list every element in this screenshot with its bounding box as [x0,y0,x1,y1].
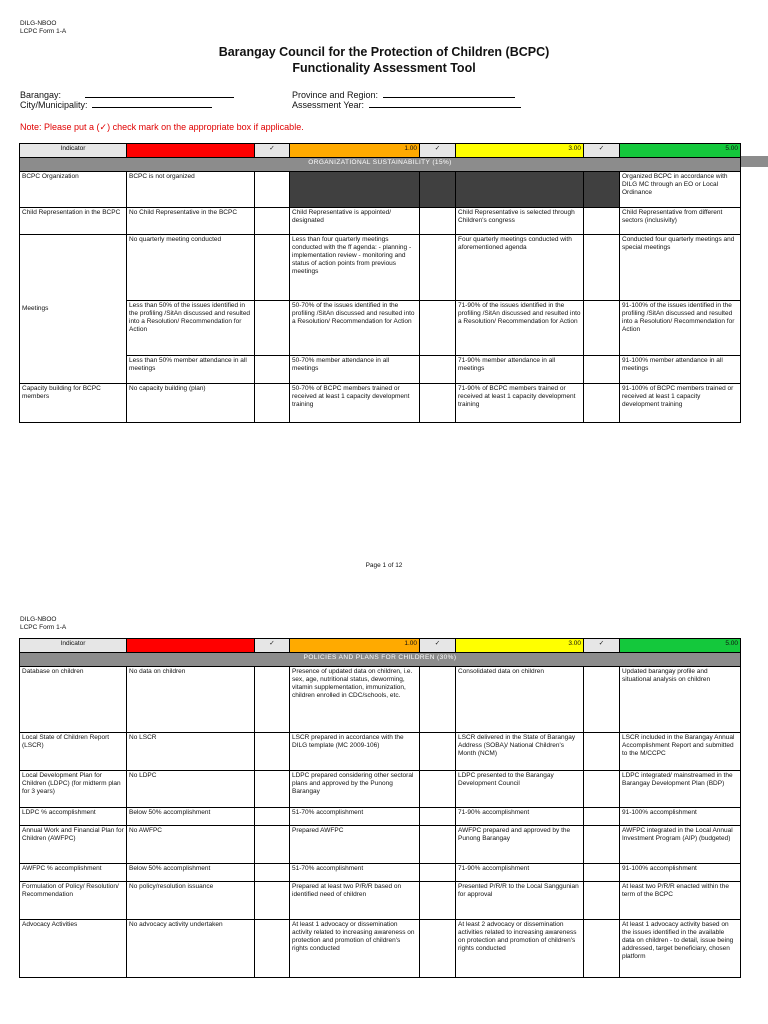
criteria-cell: Child Representative is selected through Children's congress [456,208,584,235]
assessment-table-policies [19,638,741,978]
check-box[interactable] [255,771,290,808]
year-input-line[interactable] [369,99,521,108]
form-name: LCPC Form 1-A [20,624,67,631]
criteria-cell: Organized BCPC in accordance with DILG MC through an EO or Local Ordinance [620,172,741,208]
check-box-na [420,172,456,208]
check-box[interactable] [255,920,290,978]
province-label: Province and Region: [292,90,379,100]
criteria-cell: Presence of updated data on children, i.e. sex, age, nutritional status, deworming, vitamin supplementation, immunization, children enrolled in CDC/schools, etc. [290,667,420,733]
document-title: Barangay Council for the Protection of Children (BCPC) [218,45,550,59]
check-box[interactable] [584,882,620,920]
criteria-cell: Presented P/R/R to the Local Sanggunian for approval [456,882,584,920]
check-box[interactable] [584,771,620,808]
table-row [20,384,741,423]
check-box[interactable] [420,301,456,356]
criteria-cell: No capacity building (plan) [127,384,255,423]
check-box[interactable] [420,235,456,301]
check-box[interactable] [420,920,456,978]
criteria-cell: No LDPC [127,771,255,808]
criteria-cell: No policy/resolution issuance [127,882,255,920]
criteria-cell: BCPC is not organized [127,172,255,208]
check-box[interactable] [255,384,290,423]
score-1-header: 1.00 [290,639,420,653]
check-box[interactable] [255,172,290,208]
check-box[interactable] [255,733,290,771]
table-row [20,301,741,356]
criteria-cell: Updated barangay profile and situational analysis on children [620,667,741,733]
check-box[interactable] [584,384,620,423]
criteria-cell: Below 50% accomplishment [127,864,255,882]
table-row [20,356,741,384]
score-5-header: 5.00 [620,639,741,653]
criteria-cell: LDPC prepared considering other sectoral plans and approved by the Punong Barangay [290,771,420,808]
check-box[interactable] [420,808,456,826]
table-row [20,864,741,882]
check-box[interactable] [255,882,290,920]
criteria-cell: Less than 50% of the issues identified in the profiling /SitAn discussed and resulted into a Resolution/ Recommendation for Action [127,301,255,356]
table-row [20,826,741,864]
criteria-cell: Prepared AWFPC [290,826,420,864]
table-row [20,771,741,808]
criteria-cell: 91-100% of BCPC members trained or received at least 1 capacity development training [620,384,741,423]
check-box[interactable] [255,235,290,301]
criteria-cell: 91-100% of the issues identified in the profiling /SitAn discussed and resulted into a Resolution/ Recommendation for Action [620,301,741,356]
check-header: ✓ [420,144,456,158]
page-number: Page 1 of 12 [365,562,403,569]
check-box[interactable] [420,733,456,771]
criteria-cell: Conducted four quarterly meetings and special meetings [620,235,741,301]
table-row [20,667,741,733]
check-box[interactable] [584,826,620,864]
criteria-cell: Less than 50% member attendance in all meetings [127,356,255,384]
indicator-header: Indicator [20,144,127,158]
criteria-cell: Less than four quarterly meetings conducted with the ff agenda: - planning - implementation review - monitoring and status of action points from previous meetings [290,235,420,301]
check-box[interactable] [420,356,456,384]
criteria-cell: 51-70% accomplishment [290,864,420,882]
check-box[interactable] [584,208,620,235]
score-3-header: 3.00 [456,144,584,158]
assessment-table-organizational [19,143,741,423]
province-input-line[interactable] [383,89,515,98]
score-3-header: 3.00 [456,639,584,653]
table-header-row [20,144,741,158]
criteria-cell: 50-70% member attendance in all meetings [290,356,420,384]
criteria-cell: Consolidated data on children [456,667,584,733]
check-header: ✓ [584,639,620,653]
score-1-header: 1.00 [290,144,420,158]
criteria-cell: LSCR prepared in accordance with the DILG template (MC 2009-106) [290,733,420,771]
criteria-cell: No data on children [127,667,255,733]
criteria-cell: 71-90% accomplishment [456,808,584,826]
criteria-cell: 91-100% member attendance in all meetings [620,356,741,384]
criteria-cell-na [290,172,420,208]
check-box[interactable] [255,301,290,356]
check-box[interactable] [584,920,620,978]
indicator-cell: Local State of Children Report (LSCR) [20,733,127,771]
city-input-line[interactable] [92,99,212,108]
indicator-header: Indicator [20,639,127,653]
indicator-cell: Local Development Plan for Children (LDPC) (for midterm plan for 3 years) [20,771,127,808]
form-code: DILG-NBOO [20,20,57,27]
section-title: POLICIES AND PLANS FOR CHILDREN (30%) [20,653,741,667]
check-box-na [584,172,620,208]
criteria-cell: LDPC presented to the Barangay Development Council [456,771,584,808]
criteria-cell: LDPC integrated/ mainstreamed in the Barangay Development Plan (BDP) [620,771,741,808]
indicator-cell: Advocacy Activities [20,920,127,978]
check-box[interactable] [584,356,620,384]
criteria-cell: 71-90% of BCPC members trained or received at least 1 capacity development training [456,384,584,423]
criteria-cell: 50-70% of the issues identified in the profiling /SitAn discussed and resulted into a Resolution/ Recommendation for Action [290,301,420,356]
criteria-cell: AWFPC integrated in the Local Annual Investment Program (AIP) (budgeted) [620,826,741,864]
document-subtitle: Functionality Assessment Tool [292,61,476,75]
check-box[interactable] [255,356,290,384]
check-box[interactable] [420,826,456,864]
section-band-extension [740,156,768,167]
score-zero-header [127,639,255,653]
table-row [20,172,741,208]
check-box[interactable] [584,235,620,301]
check-box[interactable] [420,208,456,235]
criteria-cell: Child Representative is appointed/ designated [290,208,420,235]
table-row [20,920,741,978]
criteria-cell: Prepared at least two P/R/R based on identified need of children [290,882,420,920]
city-label: City/Municipality: [20,100,88,110]
barangay-label: Barangay: [20,90,62,100]
criteria-cell: Below 50% accomplishment [127,808,255,826]
criteria-cell: At least two P/R/R enacted within the term of the BCPC [620,882,741,920]
table-row [20,733,741,771]
check-box[interactable] [420,882,456,920]
year-field[interactable] [292,99,521,111]
check-header: ✓ [255,639,290,653]
city-field[interactable] [20,99,212,111]
check-box[interactable] [255,864,290,882]
indicator-cell: BCPC Organization [20,172,127,208]
check-header: ✓ [255,144,290,158]
criteria-cell: No advocacy activity undertaken [127,920,255,978]
indicator-cell: Capacity building for BCPC members [20,384,127,423]
check-box[interactable] [420,771,456,808]
criteria-cell-na [456,172,584,208]
criteria-cell: At least 2 advocacy or dissemination activities related to increasing awareness on protection and promotion of children's rights conducted [456,920,584,978]
check-box[interactable] [584,864,620,882]
indicator-cell: Meetings [20,235,127,384]
check-box[interactable] [420,864,456,882]
criteria-cell: 50-70% of BCPC members trained or received at least 1 capacity development training [290,384,420,423]
section-row [20,158,741,172]
criteria-cell: 91-100% accomplishment [620,808,741,826]
indicator-cell: Formulation of Policy/ Resolution/ Recommendation [20,882,127,920]
table-row [20,808,741,826]
year-label: Assessment Year: [292,100,365,110]
criteria-cell: At least 1 advocacy or dissemination activity related to increasing awareness on protection and promotion of children's rights conducted [290,920,420,978]
check-box[interactable] [420,384,456,423]
check-box[interactable] [584,667,620,733]
table-row [20,208,741,235]
criteria-cell: 71-90% member attendance in all meetings [456,356,584,384]
table-row [20,235,741,301]
criteria-cell: Four quarterly meetings conducted with aforementioned agenda [456,235,584,301]
check-box[interactable] [255,208,290,235]
section-title: ORGANIZATIONAL SUSTAINABILITY (15%) [20,158,741,172]
check-box[interactable] [584,733,620,771]
table-row [20,882,741,920]
criteria-cell: No quarterly meeting conducted [127,235,255,301]
score-5-header: 5.00 [620,144,741,158]
criteria-cell: 71-90% of the issues identified in the profiling /SitAn discussed and resulted into a Resolution/ Recommendation for Action [456,301,584,356]
check-box[interactable] [584,301,620,356]
criteria-cell: 91-100% accomplishment [620,864,741,882]
check-header: ✓ [420,639,456,653]
criteria-cell: No AWFPC [127,826,255,864]
check-box[interactable] [255,826,290,864]
check-box[interactable] [255,808,290,826]
criteria-cell: At least 1 advocacy activity based on the issues identified in the available data on children - to detail, issue being addressed, target beneficiary, chosen platform [620,920,741,978]
indicator-cell: Annual Work and Financial Plan for Children (AWFPC) [20,826,127,864]
form-code: DILG-NBOO [20,616,57,623]
criteria-cell: LSCR included in the Barangay Annual Accomplishment Report and submitted to the M/CCPC [620,733,741,771]
indicator-cell: LDPC % accomplishment [20,808,127,826]
criteria-cell: 51-70% accomplishment [290,808,420,826]
indicator-cell: AWFPC % accomplishment [20,864,127,882]
barangay-input-line[interactable] [85,89,234,98]
criteria-cell: No Child Representative in the BCPC [127,208,255,235]
criteria-cell: 71-90% accomplishment [456,864,584,882]
check-box[interactable] [584,808,620,826]
check-header: ✓ [584,144,620,158]
score-zero-header [127,144,255,158]
criteria-cell: Child Representative from different sectors (inclusivity) [620,208,741,235]
criteria-cell: No LSCR [127,733,255,771]
check-box[interactable] [420,667,456,733]
indicator-cell: Database on children [20,667,127,733]
instruction-note: Note: Please put a (✓) check mark on the appropriate box if applicable. [20,122,304,132]
form-name: LCPC Form 1-A [20,28,67,35]
table-header-row [20,639,741,653]
indicator-cell: Child Representation in the BCPC [20,208,127,235]
check-box[interactable] [255,667,290,733]
criteria-cell: AWFPC prepared and approved by the Punong Barangay [456,826,584,864]
criteria-cell: LSCR delivered in the State of Barangay Address (SOBA)/ National Children's Month (NCM) [456,733,584,771]
section-row [20,653,741,667]
